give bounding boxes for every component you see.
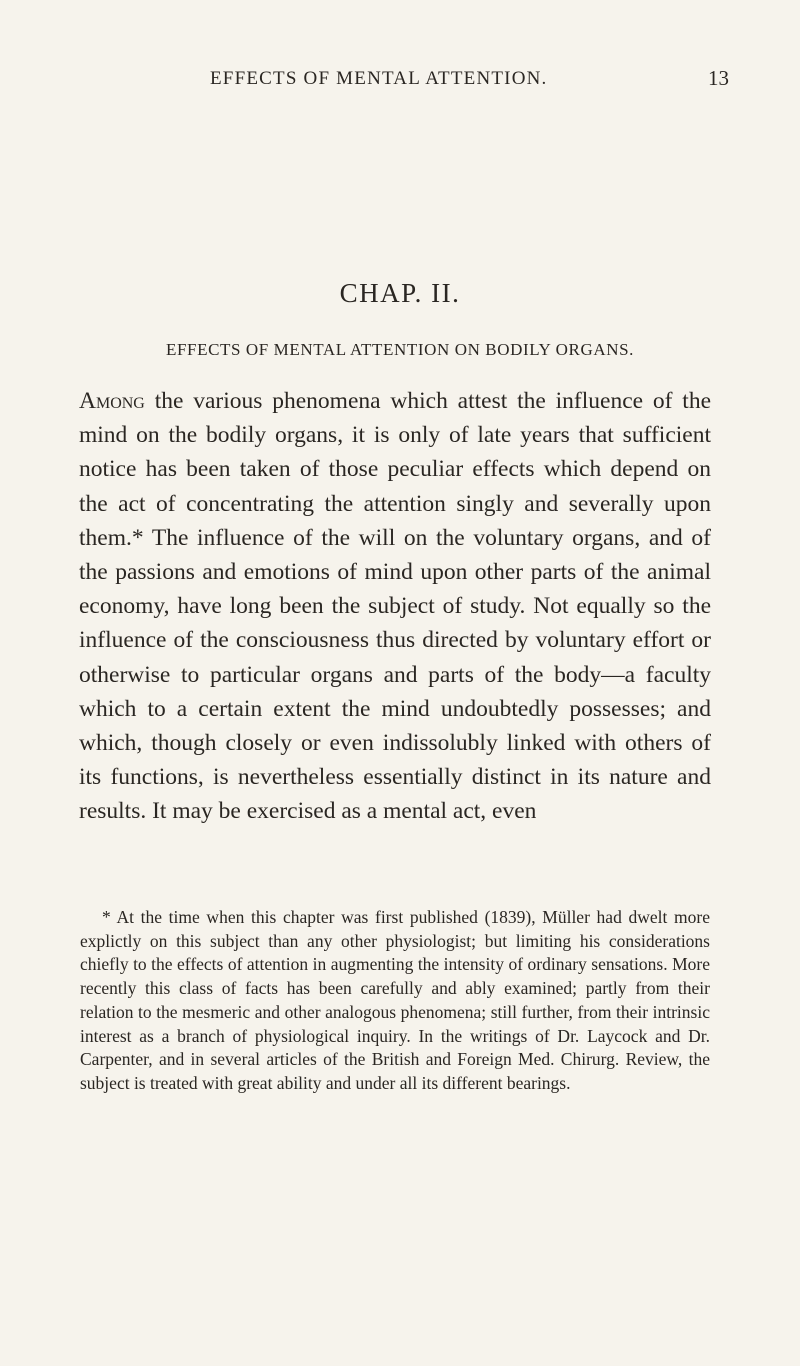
footnote: * At the time when this chapter was first published (1839), Müller had dwelt more explictly on this subject than any other physiologist; but limiting his considerations chiefly to the effects of attention in augmenting the intensity of ordinary sensations. More recently this class of facts has been carefully and ably examined; partly from their relation to the mesmeric and other analogous phenomena; still further, from their intrinsic interest as a branch of physiological inquiry. In the writings of Dr. Laycock and Dr. Carpenter, and in several articles of the British and Foreign Med. Chirurg. Review, the subject is treated with great ability and under all its different bearings. bbox=[80, 907, 710, 1093]
body-text: the various phenomena which attest the influence of the mind on the bodily organs, it is only of late years that sufficient notice has been taken of those peculiar effects which depend on the act of concentrating the attention singly and severally upon them.* The influence of the will on the voluntary organs, and of the passions and emotions of mind upon other parts of the animal economy, have long been the subject of study. Not equally so the influence of the consciousness thus directed by voluntary effort or otherwise to particular organs and parts of the body—a faculty which to a certain extent the mind undoubtedly possesses; and which, though closely or even indissolubly linked with others of its functions, is nevertheless essentially distinct in its nature and results. It may be exercised as a mental act, even bbox=[79, 388, 711, 825]
chapter-subtitle: EFFECTS OF MENTAL ATTENTION ON BODILY ORGANS. bbox=[166, 340, 634, 359]
page-number: 13 bbox=[708, 66, 729, 90]
body-paragraph bbox=[79, 384, 711, 829]
opening-word: Among bbox=[79, 388, 145, 414]
running-head: EFFECTS OF MENTAL ATTENTION. bbox=[210, 68, 548, 89]
chapter-title: CHAP. II. bbox=[339, 278, 461, 308]
